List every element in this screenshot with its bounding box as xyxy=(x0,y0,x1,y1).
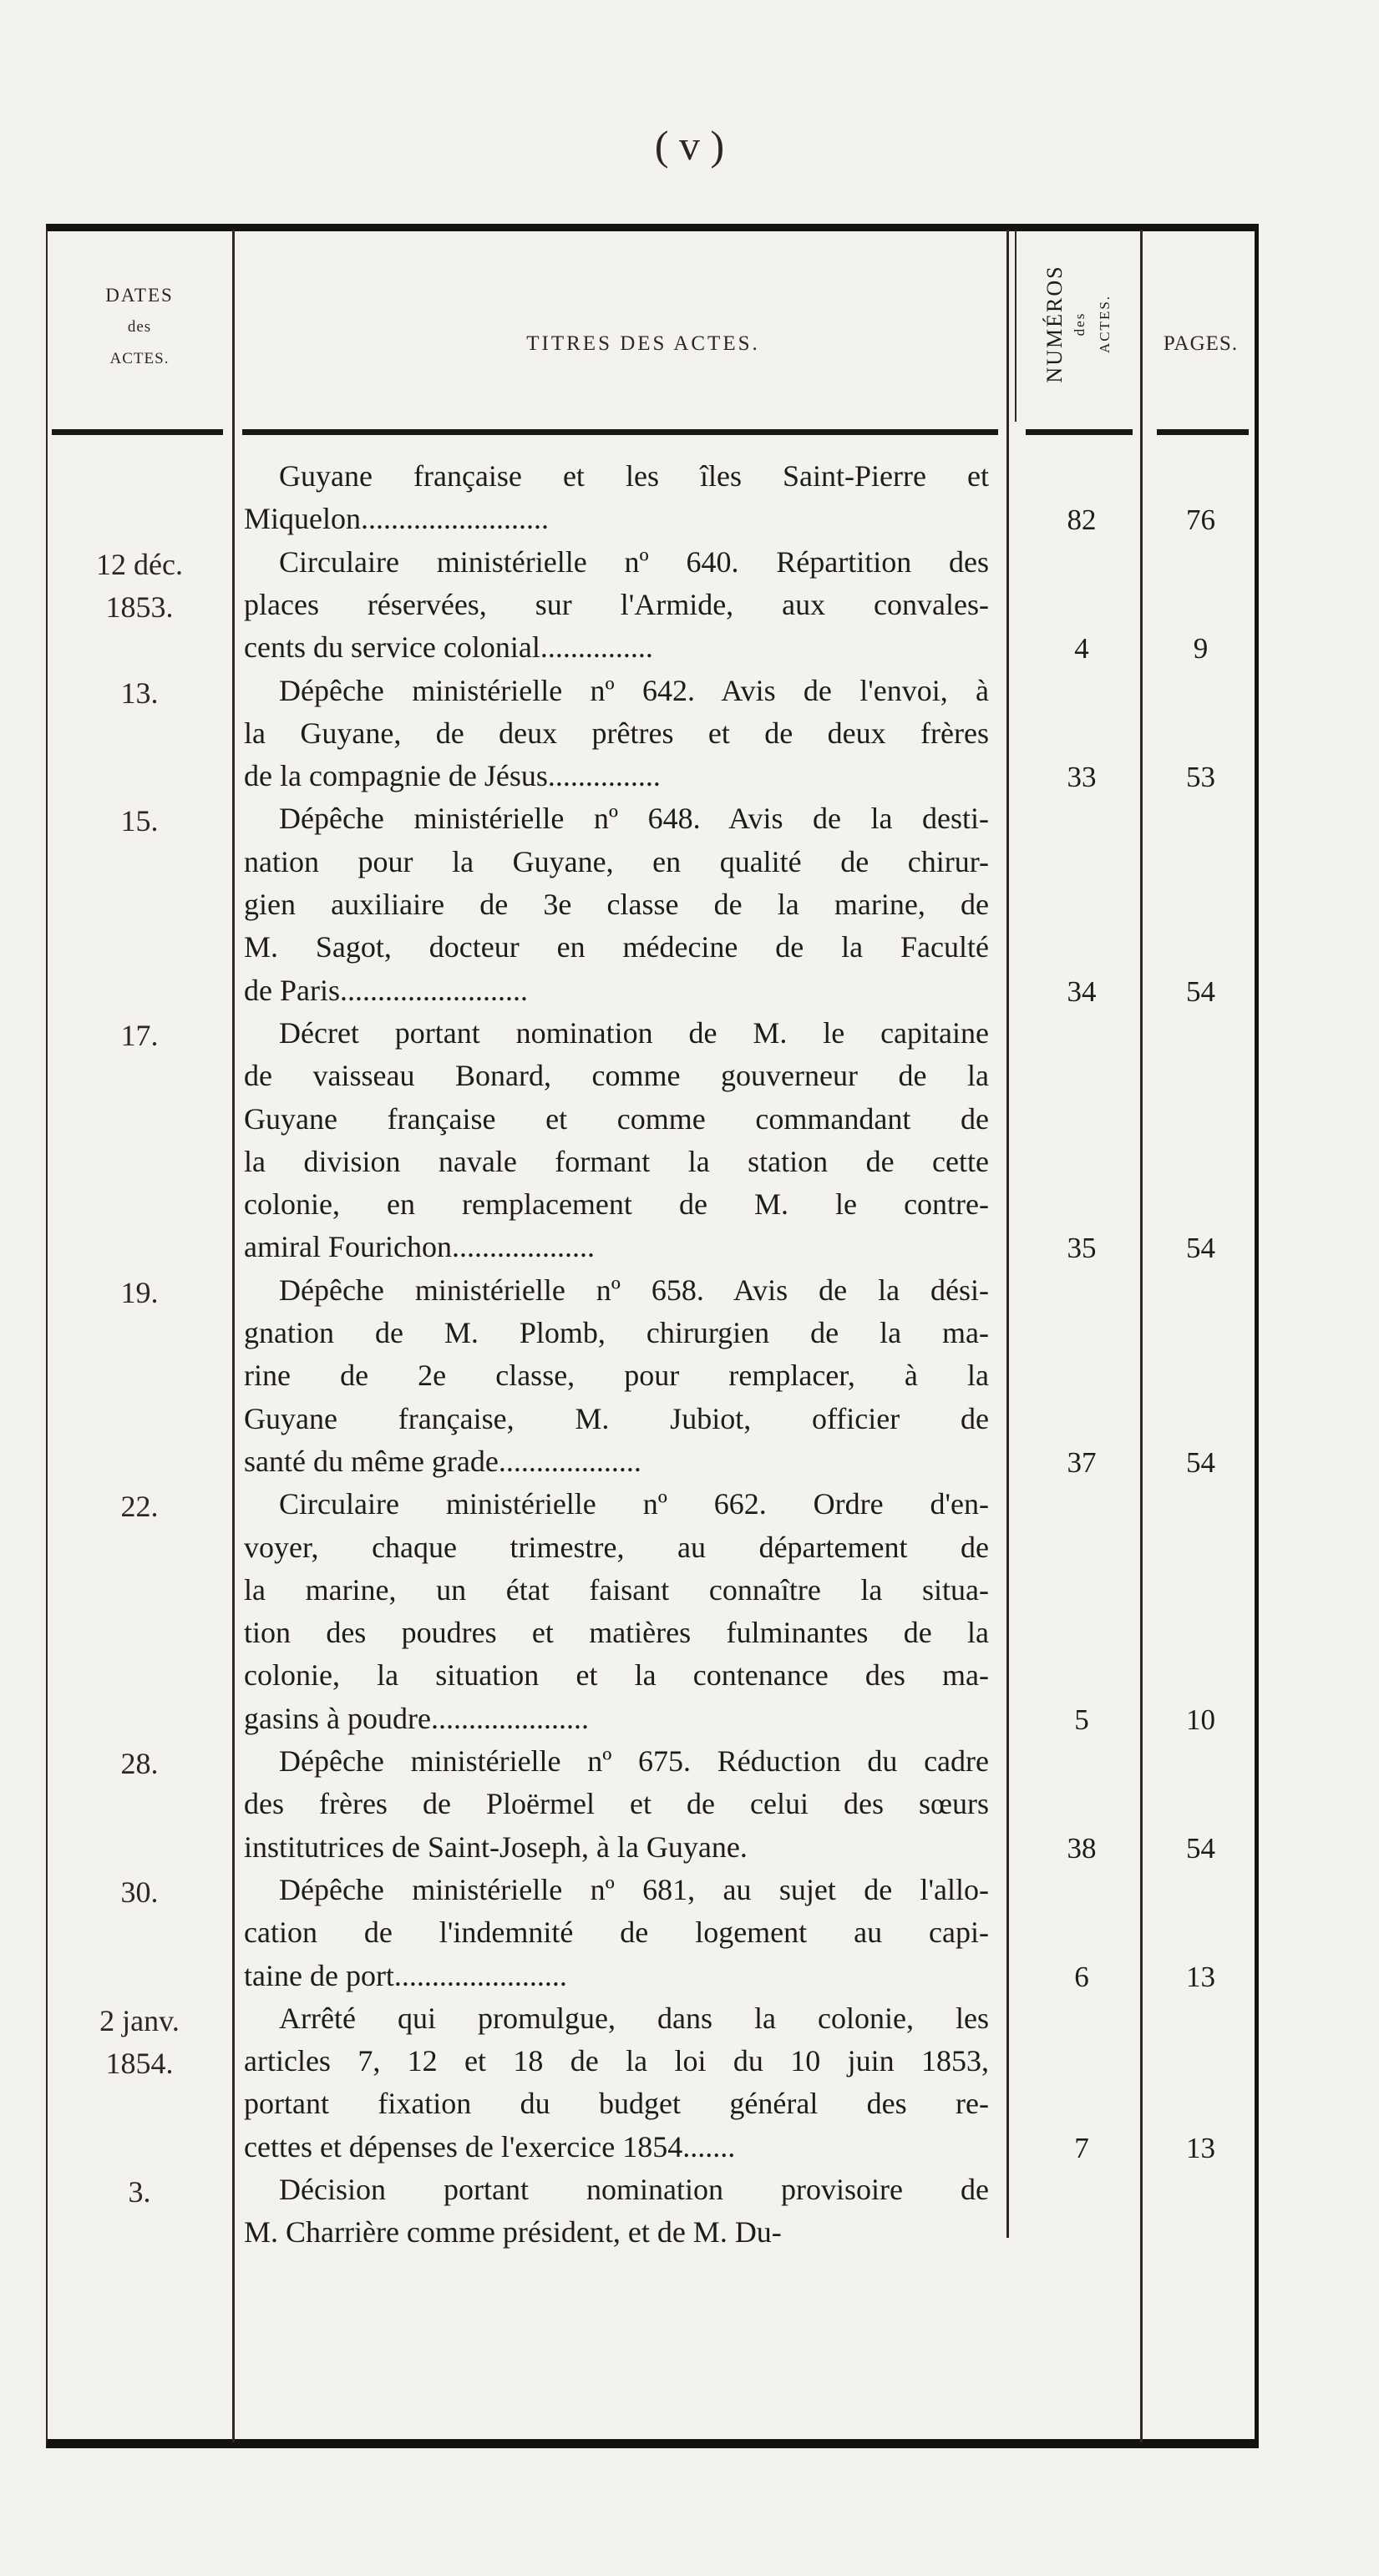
title-line: gasins à poudre..................... xyxy=(244,1701,589,1735)
act-number: 35 xyxy=(1067,1232,1097,1265)
title-line: gien auxiliaire de 3e classe de la marine, de xyxy=(244,888,989,921)
title-line: de vaisseau Bonard, comme gouverneur de la xyxy=(244,1059,989,1093)
header-dates-line3: ACTES. xyxy=(109,350,170,367)
title-line: voyer, chaque trimestre, au département de xyxy=(244,1530,989,1564)
act-number: 6 xyxy=(1074,1960,1089,1993)
title-line: cettes et dépenses de l'exercice 1854....... xyxy=(244,2129,736,2164)
title-line: Dépêche ministérielle nº 648. Avis de la desti- xyxy=(279,802,989,836)
page-ref: 76 xyxy=(1186,504,1215,537)
title-line: colonie, en remplacement de M. le contre- xyxy=(244,1187,989,1222)
title-line: Circulaire ministérielle nº 640. Répartition des xyxy=(279,544,989,579)
title-line: institutrices de Saint-Joseph, à la Guyane. xyxy=(244,1830,748,1864)
act-date: 12 déc. xyxy=(96,547,183,581)
title-line: cation de l'indemnité de logement au capi- xyxy=(244,1916,989,1950)
act-number: 82 xyxy=(1067,504,1097,537)
title-line: Dépêche ministérielle nº 675. Réduction du cadre xyxy=(279,1744,989,1778)
title-line: Arrêté qui promulgue, dans la colonie, les xyxy=(279,2001,989,2035)
act-number: 4 xyxy=(1074,632,1089,666)
page-ref: 9 xyxy=(1193,632,1209,666)
title-line: places réservées, sur l'Armide, aux convales- xyxy=(244,587,989,621)
header-rule-titles xyxy=(242,429,998,435)
act-date: 13. xyxy=(120,676,159,710)
title-line: de Paris......................... xyxy=(244,973,528,1007)
header-rule-pages xyxy=(1157,429,1249,435)
act-date: 22. xyxy=(120,1490,159,1524)
column-divider-titles xyxy=(1006,230,1009,2238)
act-date: 2 janv. xyxy=(99,2003,180,2037)
title-line: Guyane française, M. Jubiot, officier de xyxy=(244,1401,989,1435)
title-line: amiral Fourichon................... xyxy=(244,1230,595,1264)
act-date: 17. xyxy=(120,1018,159,1052)
title-line: Circulaire ministérielle nº 662. Ordre d'en- xyxy=(279,1487,989,1521)
title-line: rine de 2e classe, pour remplacer, à la xyxy=(244,1359,989,1393)
act-date: 28. xyxy=(120,1747,159,1780)
act-number: 34 xyxy=(1067,974,1097,1008)
title-line: colonie, la situation et la contenance des ma- xyxy=(244,1658,989,1693)
header-pages: PAGES. xyxy=(1163,332,1239,355)
act-number: 37 xyxy=(1067,1445,1097,1479)
title-line: Miquelon......................... xyxy=(244,502,549,536)
title-line: des frères de Ploërmel et de celui des sœurs xyxy=(244,1787,989,1821)
page-ref: 13 xyxy=(1186,2131,1215,2164)
page-number: ( v ) xyxy=(654,122,725,169)
title-line: la division navale formant la station de cette xyxy=(244,1144,989,1178)
column-divider-inner xyxy=(1015,230,1017,422)
title-line: portant fixation du budget général des re- xyxy=(244,2087,989,2121)
page-ref: 13 xyxy=(1186,1960,1215,1993)
column-divider-dates xyxy=(232,230,235,2442)
header-dates xyxy=(52,280,227,375)
title-line: M. Sagot, docteur en médecine de la Faculté xyxy=(244,930,989,964)
title-line: de la compagnie de Jésus............... xyxy=(244,759,661,793)
page-ref: 53 xyxy=(1186,761,1215,794)
act-number: 5 xyxy=(1074,1703,1089,1736)
act-date: 19. xyxy=(120,1275,159,1309)
header-numeros-line2: des xyxy=(1072,311,1087,337)
column-divider-numeros xyxy=(1140,230,1143,2442)
page-ref: 54 xyxy=(1186,1831,1215,1865)
act-date: 30. xyxy=(120,1875,159,1909)
title-line: gnation de M. Plomb, chirurgien de la ma- xyxy=(244,1316,989,1349)
header-rule-numeros xyxy=(1026,429,1133,435)
act-date: 3. xyxy=(128,2175,151,2209)
page-ref: 54 xyxy=(1186,1232,1215,1265)
title-line: nation pour la Guyane, en qualité de chirur- xyxy=(244,844,989,878)
page-ref: 54 xyxy=(1186,1445,1215,1479)
title-line: Décision portant nomination provisoire de xyxy=(279,2173,989,2206)
title-line: taine de port....................... xyxy=(244,1958,567,1992)
act-date: 1854. xyxy=(105,2047,174,2081)
title-line: la Guyane, de deux prêtres et de deux frères xyxy=(244,716,989,750)
act-number: 33 xyxy=(1067,761,1097,794)
page-ref: 54 xyxy=(1186,974,1215,1008)
header-dates-line2: des xyxy=(127,318,152,336)
title-line: Guyane française et comme commandant de xyxy=(244,1101,989,1136)
title-line: cents du service colonial............... xyxy=(244,630,653,665)
title-line: Dépêche ministérielle nº 642. Avis de l'envoi, à xyxy=(279,673,989,707)
title-line: santé du même grade................... xyxy=(244,1444,641,1478)
header-rule-dates xyxy=(52,429,223,435)
title-line: Dépêche ministérielle nº 681, au sujet de l'allo- xyxy=(279,1872,989,1906)
header-numeros-line3: ACTES. xyxy=(1097,294,1113,354)
header-titles: TITRES DES ACTES. xyxy=(526,332,760,355)
header-numeros-line1: NUMÉROS xyxy=(1042,265,1067,383)
title-line: Décret portant nomination de M. le capitaine xyxy=(279,1015,989,1050)
title-line: la marine, un état faisant connaître la situa- xyxy=(244,1572,989,1607)
title-line: tion des poudres et matières fulminantes de la xyxy=(244,1616,989,1650)
title-line: M. Charrière comme président, et de M. Du- xyxy=(244,2215,782,2250)
title-line: articles 7, 12 et 18 de la loi du 10 juin 1853, xyxy=(244,2044,989,2078)
act-number: 38 xyxy=(1067,1831,1097,1865)
act-date: 15. xyxy=(120,804,159,838)
header-dates-line1: DATES xyxy=(105,285,174,306)
act-number: 7 xyxy=(1074,2131,1089,2164)
title-line: Dépêche ministérielle nº 658. Avis de la dési- xyxy=(279,1273,989,1307)
act-date: 1853. xyxy=(105,590,174,624)
page-ref: 10 xyxy=(1186,1703,1215,1736)
header-numeros xyxy=(1017,236,1143,412)
title-line: Guyane française et les îles Saint-Pierre et xyxy=(279,459,989,493)
